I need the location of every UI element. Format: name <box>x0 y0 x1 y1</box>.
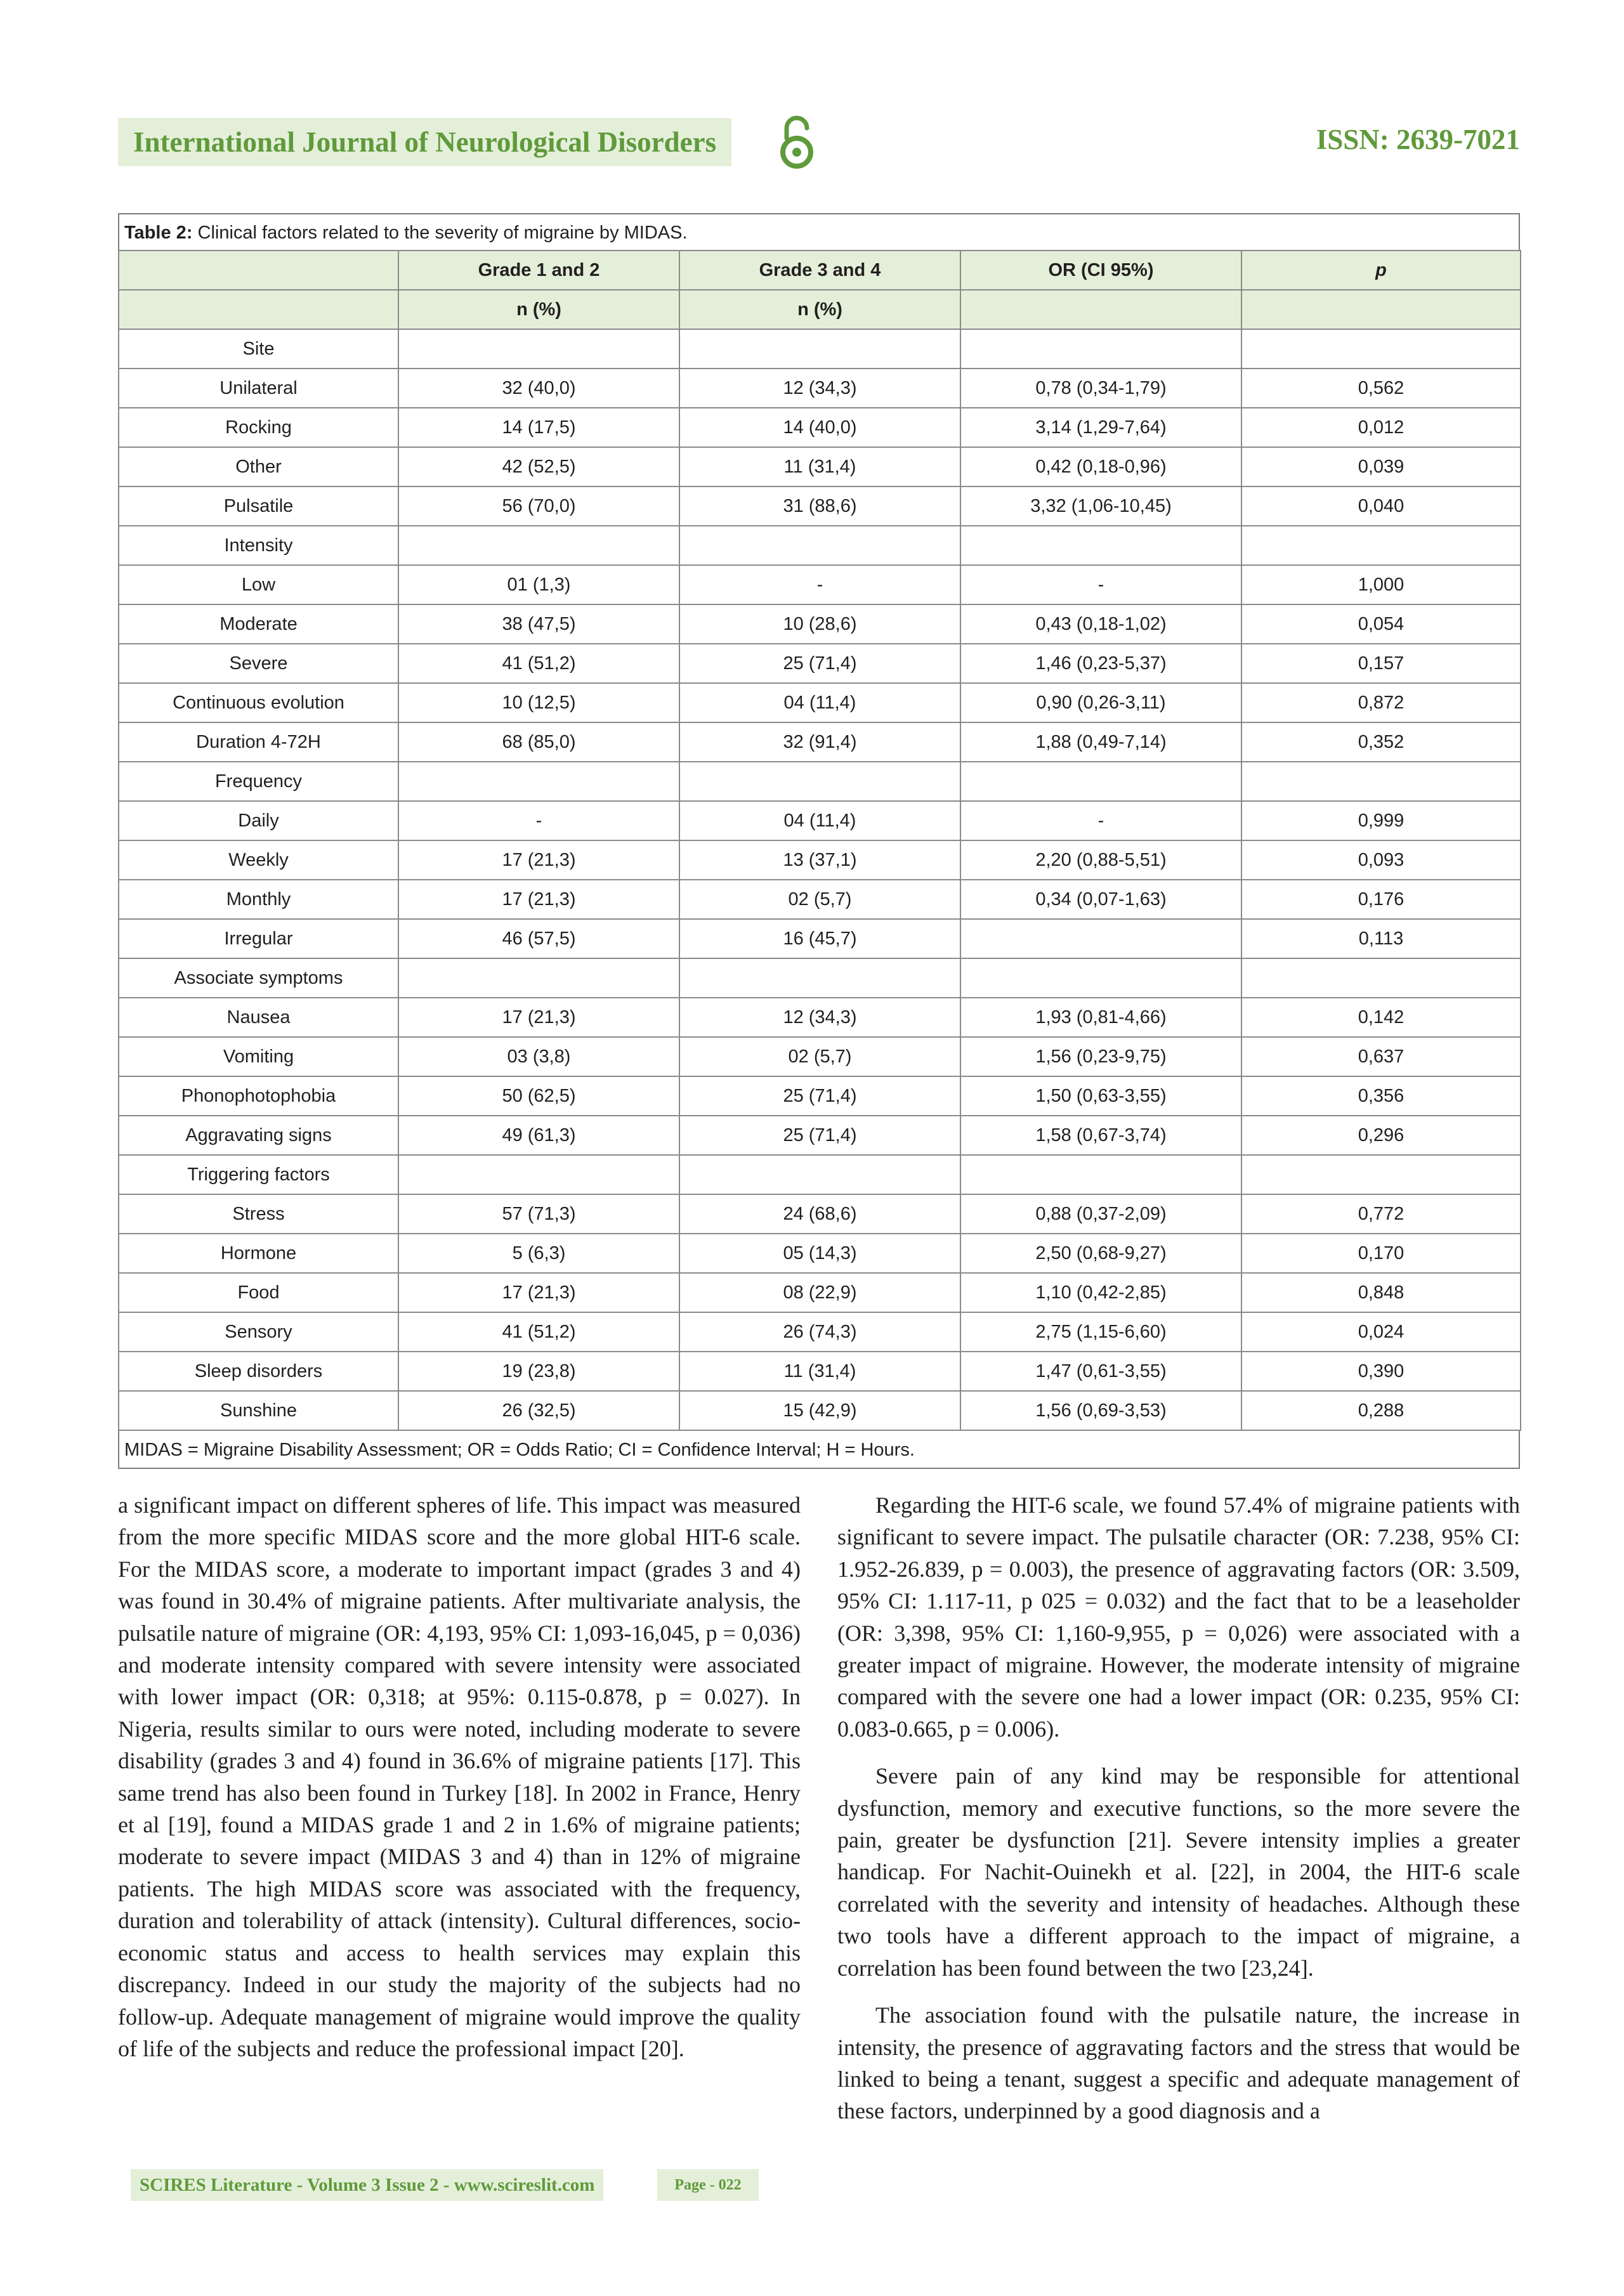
table-cell: 12 (34,3) <box>679 369 960 408</box>
table-row <box>119 447 1521 486</box>
journal-title-box <box>118 118 731 166</box>
table-body <box>119 329 1521 1430</box>
table-cell: 1,47 (0,61-3,55) <box>960 1352 1241 1391</box>
table-row <box>119 604 1521 644</box>
table-header-cell: OR (CI 95%) <box>960 251 1241 290</box>
data-table <box>118 250 1521 1431</box>
table-cell: 25 (71,4) <box>679 1116 960 1155</box>
row-label-cell: Vomiting <box>119 1037 398 1076</box>
table-row <box>119 1194 1521 1234</box>
row-label-cell: Sensory <box>119 1312 398 1352</box>
table-cell: 17 (21,3) <box>398 880 679 919</box>
table-cell: 41 (51,2) <box>398 644 679 683</box>
table-cell: 0,637 <box>1241 1037 1521 1076</box>
row-label-cell: Aggravating signs <box>119 1116 398 1155</box>
row-label-cell: Site <box>119 329 398 369</box>
table-row <box>119 408 1521 447</box>
table-cell: 15 (42,9) <box>679 1391 960 1430</box>
row-label-cell: Nausea <box>119 998 398 1037</box>
table-cell: 2,20 (0,88-5,51) <box>960 840 1241 880</box>
table-cell: - <box>679 565 960 604</box>
table-footnote: MIDAS = Migraine Disability Assessment; OR = Odds Ratio; CI = Confidence Interval; H = Hours. <box>118 1431 1520 1469</box>
table-cell: 26 (74,3) <box>679 1312 960 1352</box>
table-cell: 24 (68,6) <box>679 1194 960 1234</box>
table-cell: 16 (45,7) <box>679 919 960 958</box>
table-cell: 10 (28,6) <box>679 604 960 644</box>
table-cell <box>1241 526 1521 565</box>
table-row <box>119 1155 1521 1194</box>
row-label-cell: Frequency <box>119 762 398 801</box>
table-row <box>119 919 1521 958</box>
table-cell: 14 (40,0) <box>679 408 960 447</box>
table-cell: 0,88 (0,37-2,09) <box>960 1194 1241 1234</box>
table-row <box>119 565 1521 604</box>
table-cell: 0,170 <box>1241 1234 1521 1273</box>
table-cell: 0,157 <box>1241 644 1521 683</box>
table-cell: 03 (3,8) <box>398 1037 679 1076</box>
table-cell: 1,000 <box>1241 565 1521 604</box>
table-cell: 38 (47,5) <box>398 604 679 644</box>
table-row <box>119 1312 1521 1352</box>
row-label-cell: Stress <box>119 1194 398 1234</box>
table-cell <box>1241 1155 1521 1194</box>
table-caption-text: Clinical factors related to the severity of migraine by MIDAS. <box>192 223 688 243</box>
row-label-cell: Hormone <box>119 1234 398 1273</box>
table-cell: 0,356 <box>1241 1076 1521 1116</box>
issn: ISSN: 2639-7021 <box>1316 124 1520 155</box>
table-cell <box>1241 329 1521 369</box>
table-cell: 19 (23,8) <box>398 1352 679 1391</box>
table-header-cell: Grade 3 and 4 <box>679 251 960 290</box>
table-cell: 25 (71,4) <box>679 1076 960 1116</box>
row-label-cell: Sleep disorders <box>119 1352 398 1391</box>
table-cell: 1,56 (0,23-9,75) <box>960 1037 1241 1076</box>
row-label-cell: Food <box>119 1273 398 1312</box>
table-cell <box>960 762 1241 801</box>
table-cell: 17 (21,3) <box>398 998 679 1037</box>
table-row <box>119 1076 1521 1116</box>
table-cell <box>679 958 960 998</box>
body-column-right <box>837 1489 1520 2143</box>
table-header-cell <box>119 251 398 290</box>
table-cell: 10 (12,5) <box>398 683 679 722</box>
table-row <box>119 762 1521 801</box>
table-row <box>119 880 1521 919</box>
table-cell: 1,46 (0,23-5,37) <box>960 644 1241 683</box>
table-row <box>119 1116 1521 1155</box>
table-cell: 32 (91,4) <box>679 722 960 762</box>
table-cell: 0,772 <box>1241 1194 1521 1234</box>
table-cell: 46 (57,5) <box>398 919 679 958</box>
table-cell <box>398 329 679 369</box>
table-row <box>119 329 1521 369</box>
table-cell: 05 (14,3) <box>679 1234 960 1273</box>
table-cell: 1,58 (0,67-3,74) <box>960 1116 1241 1155</box>
table-cell: 08 (22,9) <box>679 1273 960 1312</box>
table-cell: 5 (6,3) <box>398 1234 679 1273</box>
table-cell: 42 (52,5) <box>398 447 679 486</box>
table-row <box>119 958 1521 998</box>
table-cell <box>679 1155 960 1194</box>
table-subheader-cell: n (%) <box>398 290 679 329</box>
table-cell: 0,093 <box>1241 840 1521 880</box>
table-row <box>119 1352 1521 1391</box>
table-cell: 0,562 <box>1241 369 1521 408</box>
table-cell: 56 (70,0) <box>398 486 679 526</box>
body-column-left <box>118 1489 801 2080</box>
table-cell: 26 (32,5) <box>398 1391 679 1430</box>
table-cell: 17 (21,3) <box>398 1273 679 1312</box>
row-label-cell: Daily <box>119 801 398 840</box>
table-cell: 0,176 <box>1241 880 1521 919</box>
table-cell: 0,78 (0,34-1,79) <box>960 369 1241 408</box>
open-access-icon <box>778 114 816 171</box>
table-cell: 14 (17,5) <box>398 408 679 447</box>
row-label-cell: Irregular <box>119 919 398 958</box>
table-cell: 31 (88,6) <box>679 486 960 526</box>
table-subheader-cell <box>119 290 398 329</box>
table-cell: 50 (62,5) <box>398 1076 679 1116</box>
table-cell: 0,999 <box>1241 801 1521 840</box>
table-cell: 01 (1,3) <box>398 565 679 604</box>
table-cell: 0,039 <box>1241 447 1521 486</box>
table-cell: 0,288 <box>1241 1391 1521 1430</box>
table-cell <box>960 329 1241 369</box>
table-cell: 0,142 <box>1241 998 1521 1037</box>
table-cell <box>960 1155 1241 1194</box>
table-2 <box>118 213 1520 1469</box>
table-cell <box>679 526 960 565</box>
table-row <box>119 1273 1521 1312</box>
table-cell: 41 (51,2) <box>398 1312 679 1352</box>
table-caption <box>118 213 1520 250</box>
table-cell: 02 (5,7) <box>679 1037 960 1076</box>
table-cell: - <box>960 565 1241 604</box>
table-row <box>119 722 1521 762</box>
row-label-cell: Other <box>119 447 398 486</box>
row-label-cell: Associate symptoms <box>119 958 398 998</box>
table-cell: 0,296 <box>1241 1116 1521 1155</box>
row-label-cell: Continuous evolution <box>119 683 398 722</box>
table-cell <box>1241 762 1521 801</box>
table-cell: - <box>960 801 1241 840</box>
page-header <box>118 114 1520 171</box>
row-label-cell: Pulsatile <box>119 486 398 526</box>
table-cell: 1,50 (0,63-3,55) <box>960 1076 1241 1116</box>
body-paragraph: Severe pain of any kind may be responsible for attentional dysfunction, memory and executive functions, so the more severe the pain, greater be dysfunction [21]. Severe intensity implies a greater handicap. For Nachit-Ouinekh et al. [22], in 2004, the HIT-6 scale correlated with the severity and intensity of headaches. Although these two tools have a different approach to the impact of migraine, a correlation has been found between the two [23,24]. <box>837 1763 1520 1981</box>
table-row <box>119 998 1521 1037</box>
table-cell: 25 (71,4) <box>679 644 960 683</box>
table-cell: 0,872 <box>1241 683 1521 722</box>
table-cell <box>398 526 679 565</box>
table-cell <box>398 958 679 998</box>
table-row <box>119 801 1521 840</box>
table-cell <box>960 958 1241 998</box>
row-label-cell: Unilateral <box>119 369 398 408</box>
table-subheader-row <box>119 290 1521 329</box>
table-row <box>119 486 1521 526</box>
table-cell: - <box>398 801 679 840</box>
table-cell: 0,040 <box>1241 486 1521 526</box>
table-cell: 2,75 (1,15-6,60) <box>960 1312 1241 1352</box>
table-cell: 17 (21,3) <box>398 840 679 880</box>
row-label-cell: Triggering factors <box>119 1155 398 1194</box>
table-cell <box>1241 958 1521 998</box>
table-cell <box>398 1155 679 1194</box>
table-cell: 1,88 (0,49-7,14) <box>960 722 1241 762</box>
table-cell: 3,32 (1,06-10,45) <box>960 486 1241 526</box>
table-cell <box>679 762 960 801</box>
table-cell: 68 (85,0) <box>398 722 679 762</box>
body-paragraph: Regarding the HIT-6 scale, we found 57.4% of migraine patients with significant to severe impact. The pulsatile character (OR: 7.238, 95% CI: 1.952-26.839, p = 0.003), the presence of aggravating factors (OR: 3.509, 95% CI: 1.117-11, p 025 = 0.032) and the fact that to be a leaseholder (OR: 3,398, 95% CI: 1,160-9,955, p = 0,026) were associated with a greater impact of migraine. However, the moderate intensity of migraine compared with the severe one had a lower impact (OR: 0.235, 95% CI: 0.083-0.665, p = 0.006). <box>837 1492 1520 1742</box>
body-paragraph: a significant impact on different spheres of life. This impact was measured from the more specific MIDAS score and the more global HIT-6 scale. For the MIDAS score, a moderate to important impact (grades 3 and 4) was found in 30.4% of migraine patients. After multivariate analysis, the pulsatile nature of migraine (OR: 4,193, 95% CI: 1,093-16,045, p = 0,036) and moderate intensity compared with severe intensity were associated with lower impact (OR: 0,318; at 95%: 0.115-0.878, p = 0.027). In Nigeria, results similar to ours were noted, including moderate to severe disability (grades 3 and 4) found in 36.6% of migraine patients [17]. This same trend has also been found in Turkey [18]. In 2002 in France, Henry et al [19], found a MIDAS grade 1 and 2 in 1.6% of migraine patients; moderate to severe impact (MIDAS 3 and 4) than in 12% of migraine patients. The high MIDAS score was associated with the frequency, duration and tolerability of attack (intensity). Cultural differences, socio-economic status and access to health services may explain this discrepancy. Indeed in our study the majority of the subjects had no follow-up. Adequate management of migraine would improve the quality of life of the subjects and reduce the professional impact [20]. <box>118 1492 801 2061</box>
row-label-cell: Duration 4-72H <box>119 722 398 762</box>
table-cell: 32 (40,0) <box>398 369 679 408</box>
table-cell: 0,012 <box>1241 408 1521 447</box>
table-cell: 1,93 (0,81-4,66) <box>960 998 1241 1037</box>
table-caption-label: Table 2: <box>124 223 193 243</box>
table-cell <box>960 919 1241 958</box>
row-label-cell: Rocking <box>119 408 398 447</box>
table-header-cell: Grade 1 and 2 <box>398 251 679 290</box>
table-cell: 0,90 (0,26-3,11) <box>960 683 1241 722</box>
table-row <box>119 526 1521 565</box>
table-subheader-cell <box>1241 290 1521 329</box>
table-cell: 49 (61,3) <box>398 1116 679 1155</box>
table-cell: 0,34 (0,07-1,63) <box>960 880 1241 919</box>
table-cell: 0,848 <box>1241 1273 1521 1312</box>
row-label-cell: Monthly <box>119 880 398 919</box>
table-row <box>119 1234 1521 1273</box>
table-cell: 13 (37,1) <box>679 840 960 880</box>
table-row <box>119 683 1521 722</box>
footer-source: SCIRES Literature - Volume 3 Issue 2 - www.scireslit.com <box>131 2169 603 2201</box>
row-label-cell: Sunshine <box>119 1391 398 1430</box>
page-number: Page - 022 <box>657 2169 759 2201</box>
table-row <box>119 369 1521 408</box>
journal-title: International Journal of Neurological Disorders <box>133 126 717 158</box>
row-label-cell: Low <box>119 565 398 604</box>
row-label-cell: Moderate <box>119 604 398 644</box>
table-head <box>119 251 1521 329</box>
table-cell: 0,390 <box>1241 1352 1521 1391</box>
row-label-cell: Phonophotophobia <box>119 1076 398 1116</box>
table-cell <box>960 526 1241 565</box>
table-cell: 0,352 <box>1241 722 1521 762</box>
table-cell: 1,10 (0,42-2,85) <box>960 1273 1241 1312</box>
table-cell: 04 (11,4) <box>679 683 960 722</box>
table-subheader-cell <box>960 290 1241 329</box>
table-cell: 04 (11,4) <box>679 801 960 840</box>
table-cell: 2,50 (0,68-9,27) <box>960 1234 1241 1273</box>
table-cell: 0,024 <box>1241 1312 1521 1352</box>
table-cell: 12 (34,3) <box>679 998 960 1037</box>
table-cell: 0,43 (0,18-1,02) <box>960 604 1241 644</box>
table-cell: 57 (71,3) <box>398 1194 679 1234</box>
table-cell <box>679 329 960 369</box>
body-paragraph: The association found with the pulsatile nature, the increase in intensity, the presence of aggravating factors and the stress that would be linked to being a tenant, suggest a specific and adequate management of these factors, underpinned by a good diagnosis and a <box>837 2002 1520 2124</box>
table-row <box>119 644 1521 683</box>
table-cell: 3,14 (1,29-7,64) <box>960 408 1241 447</box>
table-cell: 11 (31,4) <box>679 1352 960 1391</box>
table-subheader-cell: n (%) <box>679 290 960 329</box>
table-header-row <box>119 251 1521 290</box>
row-label-cell: Severe <box>119 644 398 683</box>
table-cell: 0,113 <box>1241 919 1521 958</box>
table-row <box>119 1037 1521 1076</box>
table-row <box>119 1391 1521 1430</box>
table-row <box>119 840 1521 880</box>
table-cell: 02 (5,7) <box>679 880 960 919</box>
table-cell: 0,054 <box>1241 604 1521 644</box>
table-cell: 1,56 (0,69-3,53) <box>960 1391 1241 1430</box>
table-cell: 11 (31,4) <box>679 447 960 486</box>
row-label-cell: Weekly <box>119 840 398 880</box>
table-cell <box>398 762 679 801</box>
table-header-cell: p <box>1241 251 1521 290</box>
table-cell: 0,42 (0,18-0,96) <box>960 447 1241 486</box>
row-label-cell: Intensity <box>119 526 398 565</box>
